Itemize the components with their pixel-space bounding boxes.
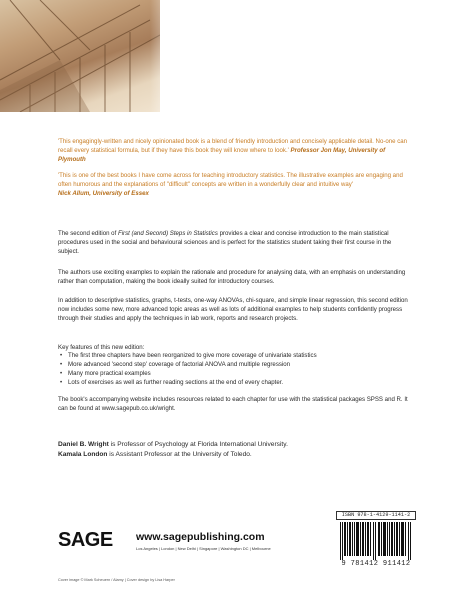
description-paragraph-2: The authors use exciting examples to explain the rationale and procedure for analysing data, with an emphasis on understanding rather than computation, making the book ideally suited for introductory courses. (58, 269, 406, 285)
author-bio-text: is Assistant Professor at the University of Toledo. (107, 451, 252, 458)
author-bio-2 (58, 450, 413, 459)
list-item: • Lots of exercises as well as further reading sections at the end of every chapter. (58, 378, 413, 387)
review-quote-1 (58, 137, 413, 164)
book-title: First (and Second) Steps in Statistics (117, 230, 218, 237)
cover-credits: Cover image © Mark Scheuern / Alamy | Cover design by Lisa Harper (58, 578, 175, 582)
author-name: Daniel B. Wright (58, 441, 109, 448)
isbn-label: ISBN 978-1-4129-1141-2 (336, 511, 416, 520)
photo-fade (150, 0, 190, 112)
text-span: provides a clear and concise introduction to the main statistical procedures used in the social and behavioural sciences and is perfect for the statistics student taking their first course in the subject. (58, 230, 392, 255)
quote-text: 'This engagingly-written and nicely opinionated book is a blend of friendly introduction and concisely applicable detail. No-one can recall every statistical formula, but if they have this book they will know where to look.' (58, 138, 408, 154)
barcode-bars (340, 522, 412, 560)
features-list (58, 351, 413, 387)
isbn-digits: 9 781412 911412 (341, 560, 411, 568)
staircase-railing-graphic (0, 0, 160, 112)
author-bio-text: is Professor of Psychology at Florida International University. (108, 441, 288, 448)
text-span: The second edition of (58, 230, 118, 237)
publisher-cities: Los Angeles | London | New Delhi | Singapore | Washington DC | Melbourne (136, 546, 271, 551)
author-bio-1 (58, 440, 413, 449)
list-item: • More advanced 'second step' coverage of factorial ANOVA and multiple regression (58, 360, 413, 369)
sage-logo: SAGE (58, 529, 113, 551)
description-paragraph-1 (58, 229, 413, 256)
list-item: • The first three chapters have been reorganized to give more coverage of univariate statistics (58, 351, 413, 360)
features-heading: Key features of this new edition: (58, 344, 145, 351)
author-name: Kamala London (58, 451, 108, 458)
website-paragraph: The book's accompanying website includes resources related to each chapter for use with the statistical packages SPSS and R. It can be found at www.sagepub.co.uk/wright. (58, 396, 408, 412)
cover-photo (0, 0, 462, 112)
list-item: • Many more practical examples (58, 369, 413, 378)
quote-attribution: Professor Jon May, University of Plymouth (58, 147, 386, 163)
publisher-logo (58, 529, 271, 555)
isbn-barcode (336, 511, 416, 569)
publisher-url: www.sagepublishing.com (136, 531, 265, 543)
description-paragraph-3: In addition to descriptive statistics, graphs, t-tests, one-way ANOVAs, chi-square, and simple linear regression, this second edition now includes some new, more advanced topic areas as well as lots of additional examples to help students confidently progress through their studies and apply the techniques in lab work, reports and research projects. (58, 297, 408, 322)
quote-text: 'This is one of the best books I have come across for teaching introductory statistics. The illustrative examples are engaging and often humorous and the explanations of "difficult" concepts are written in a wonderfully clear and intuitive way' (58, 172, 403, 188)
quote-attribution: Nick Allum, University of Essex (58, 190, 149, 197)
review-quote-2 (58, 171, 413, 198)
